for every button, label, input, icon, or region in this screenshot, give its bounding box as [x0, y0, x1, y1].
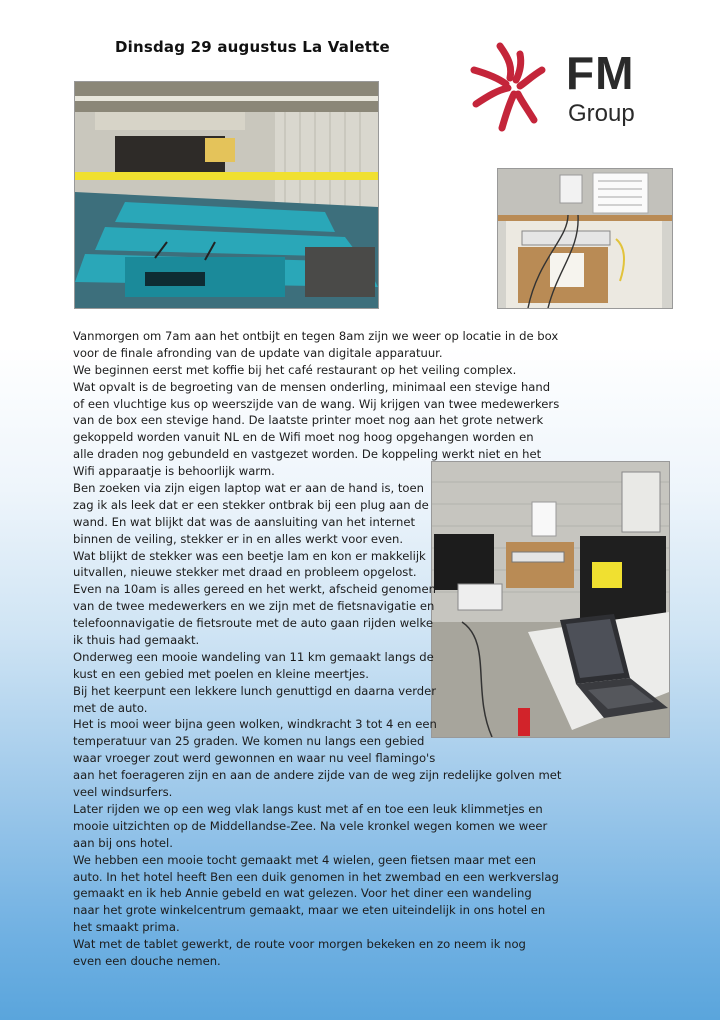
- text-line: Wat met de tablet gewerkt, de route voor morgen bekeken en zo neem ik nog: [73, 937, 526, 952]
- text-line: uitvallen, nieuwe stekker met draad en probleem opgelost.: [73, 565, 417, 580]
- text-line: waar vroeger zout werd gewonnen en waar nu veel flamingo's: [73, 751, 436, 766]
- text-line: Wifi apparaatje is behoorlijk warm.: [73, 464, 275, 479]
- text-line: van de twee medewerkers en we zijn met de fietsnavigatie en: [73, 599, 435, 614]
- text-line: We hebben een mooie tocht gemaakt met 4 wielen, geen fietsen maar met een: [73, 852, 537, 867]
- text-line: Wat opvalt is de begroeting van de mensen onderling, minimaal een stevige hand: [73, 379, 551, 394]
- text-line: aan het foerageren zijn en aan de andere zijde van de weg zijn redelijke golven met: [73, 768, 562, 783]
- text-line: voor de finale afronding van de update van digitale apparatuur.: [73, 345, 443, 360]
- text-line: We beginnen eerst met koffie bij het café restaurant op het veiling complex.: [73, 362, 517, 377]
- text-line: Bij het keerpunt een lekkere lunch genuttigd en daarna verder: [73, 683, 437, 698]
- text-line: alle draden nog gebundeld en vastgezet worden. De koppeling werkt niet en het: [73, 447, 542, 462]
- text-line: Later rijden we op een weg vlak langs kust met af en toe een leuk klimmetjes en: [73, 801, 543, 816]
- text-line: veel windsurfers.: [73, 785, 173, 800]
- text-line: of een vluchtige kus op weerszijde van de wang. Wij krijgen van twee medewerkers: [73, 396, 560, 411]
- body-text-top: [73, 328, 561, 970]
- text-line: aan bij ons hotel.: [73, 835, 173, 850]
- text-line: het smaakt prima.: [73, 920, 180, 935]
- text-line: mooie uitzichten op de Middellandse-Zee. Na vele kronkel wegen komen we weer: [73, 818, 548, 833]
- text-line: even een douche nemen.: [73, 953, 221, 968]
- text-line: Vanmorgen om 7am aan het ontbijt en tegen 8am zijn we weer op locatie in de box: [73, 329, 559, 343]
- text-line: gekoppeld worden vanuit NL en de Wifi moet nog hoog opgehangen worden en: [73, 430, 534, 445]
- text-line: van de box een stevige hand. De laatste printer moet nog aan het grote netwerk: [73, 413, 544, 428]
- text-line: wand. En wat blijkt dat was de aansluiting van het internet: [73, 514, 416, 529]
- text-line: auto. In het hotel heeft Ben een duik genomen in het zwembad en een werkverslag: [73, 869, 559, 884]
- text-line: Het is mooi weer bijna geen wolken, windkracht 3 tot 4 en een: [73, 717, 437, 732]
- text-line: Wat blijkt de stekker was een beetje lam en kon er makkelijk: [73, 548, 426, 563]
- text-line: Even na 10am is alles gereed en het werkt, afscheid genomen: [73, 582, 436, 597]
- text-line: temperatuur van 25 graden. We komen nu langs een gebied: [73, 734, 425, 749]
- text-line: binnen de veiling, stekker er in en alles werkt voor even.: [73, 531, 404, 546]
- fm-group-logo: [470, 40, 650, 132]
- auction-hall-photo: [74, 81, 379, 309]
- logo-subtitle: Group: [568, 100, 635, 127]
- text-line: telefoonnavigatie de fietsroute met de auto gaan rijden welke: [73, 616, 433, 631]
- text-line: kust en een gebied met poelen en kleine meertjes.: [73, 666, 369, 681]
- text-line: zag ik als leek dat er een stekker ontbrak bij een plug aan de: [73, 497, 429, 512]
- text-line: met de auto.: [73, 700, 148, 715]
- text-line: ik thuis had gemaakt.: [73, 633, 200, 648]
- logo-mark-icon: [470, 40, 560, 132]
- text-line: naar het grote winkelcentrum gemaakt, maar we eten uiteindelijk in ons hotel en: [73, 903, 546, 918]
- page-title: Dinsdag 29 augustus La Valette: [115, 38, 390, 56]
- network-box-photo: [497, 168, 673, 309]
- text-line: Onderweg een mooie wandeling van 11 km gemaakt langs de: [73, 649, 434, 664]
- logo-wordmark: FM: [566, 47, 635, 99]
- text-line: Ben zoeken via zijn eigen laptop wat er aan de hand is, toen: [73, 481, 424, 496]
- text-line: gemaakt en ik heb Annie gebeld en wat gelezen. Voor het diner een wandeling: [73, 886, 532, 901]
